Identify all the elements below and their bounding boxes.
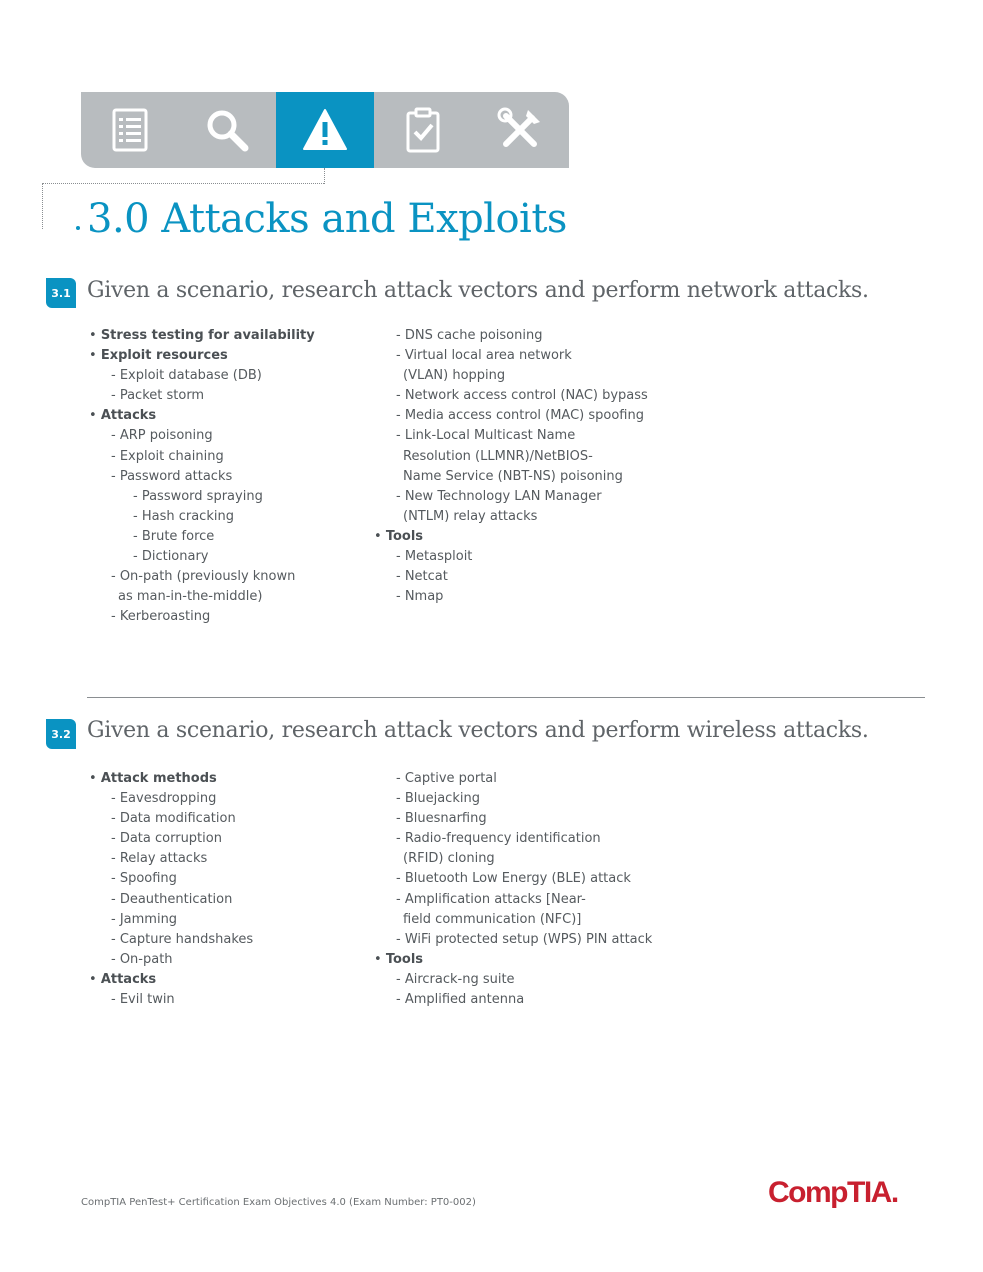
comptia-logo: CompTIA. [768,1176,898,1209]
objective-badge: 3.1 [46,278,76,308]
list-heading: • Exploit resources [89,346,315,366]
magnifier-icon [203,106,251,154]
list-item: - Bluesnarfing [374,809,652,829]
list-item: - New Technology LAN Manager [374,487,648,507]
list-item: - Amplified antenna [374,990,652,1010]
tools-icon-cell [471,92,569,168]
list-item: - On-path [89,950,253,970]
list-item: - Evil twin [89,990,253,1010]
list-item: (NTLM) relay attacks [403,508,538,524]
list-item: Resolution (LLMNR)/NetBIOS- [403,448,593,464]
list-item: - Dictionary [89,547,315,567]
list-heading: • Attacks [89,406,315,426]
objective-title: Given a scenario, research attack vectors and perform wireless attacks. [87,718,869,743]
list-item: - DNS cache poisoning [374,326,648,346]
list-item: - Media access control (MAC) spoofing [374,406,648,426]
list-item: - Password attacks [89,467,315,487]
page-title: 3.0 Attacks and Exploits [87,196,567,242]
list-item: (VLAN) hopping [403,368,506,384]
list-item: - Spoofing [89,869,253,889]
list-item: - Relay attacks [89,849,253,869]
list-item: - WiFi protected setup (WPS) PIN attack [374,930,652,950]
list-item: - Eavesdropping [89,789,253,809]
list-item: - Capture handshakes [89,930,253,950]
list-icon [106,106,154,154]
list-item: as man-in-the-middle) [118,589,263,605]
list-item: - Bluejacking [374,789,652,809]
list-item: - Hash cracking [89,507,315,527]
list-heading: • Attack methods [89,769,253,789]
list-heading: • Tools [374,527,648,547]
objective-list-col1 [89,326,315,627]
list-item: - Data corruption [89,829,253,849]
list-item: field communication (NFC)] [403,911,582,927]
list-item: - Link-Local Multicast Name [374,426,648,446]
list-item: - Network access control (NAC) bypass [374,386,648,406]
list-icon-cell [81,92,179,168]
list-item: - Aircrack-ng suite [374,970,652,990]
list-item: - Password spraying [89,487,315,507]
list-item: - Kerberoasting [89,607,315,627]
list-heading: • Tools [374,950,652,970]
objective-badge: 3.2 [46,719,76,749]
list-item: - Packet storm [89,386,315,406]
objective-list-col1 [89,769,253,1010]
list-item: - Data modification [89,809,253,829]
list-item: - Exploit database (DB) [89,366,315,386]
list-item: - Brute force [89,527,315,547]
list-item: - On-path (previously known [89,567,315,587]
list-item: - Nmap [374,587,648,607]
magnifier-icon-cell [179,92,277,168]
list-item: Name Service (NBT-NS) poisoning [403,468,623,484]
objective-list-col2 [374,326,648,607]
connector-dot [76,226,80,230]
list-item: (RFID) cloning [403,851,495,867]
category-icon-bar [81,92,569,168]
section-divider [87,697,925,698]
list-item: - Deauthentication [89,890,253,910]
list-item: - ARP poisoning [89,426,315,446]
warning-icon-cell [276,92,374,168]
list-item: - Radio-frequency identification [374,829,652,849]
clipboard-check-icon-cell [374,92,472,168]
connector-line [324,168,325,184]
list-item: - Netcat [374,567,648,587]
objective-title: Given a scenario, research attack vectors and perform network attacks. [87,278,869,303]
objective-list-col2 [374,769,652,1010]
footer-text: CompTIA PenTest+ Certification Exam Objectives 4.0 (Exam Number: PT0-002) [81,1197,476,1208]
list-item: - Bluetooth Low Energy (BLE) attack [374,869,652,889]
list-item: - Amplification attacks [Near- [374,890,652,910]
list-item: - Metasploit [374,547,648,567]
warning-icon [301,106,349,154]
list-item: - Virtual local area network [374,346,648,366]
list-item: - Captive portal [374,769,652,789]
list-heading: • Stress testing for availability [89,326,315,346]
clipboard-check-icon [399,106,447,154]
tools-icon [496,106,544,154]
list-item: - Jamming [89,910,253,930]
list-heading: • Attacks [89,970,253,990]
list-item: - Exploit chaining [89,447,315,467]
